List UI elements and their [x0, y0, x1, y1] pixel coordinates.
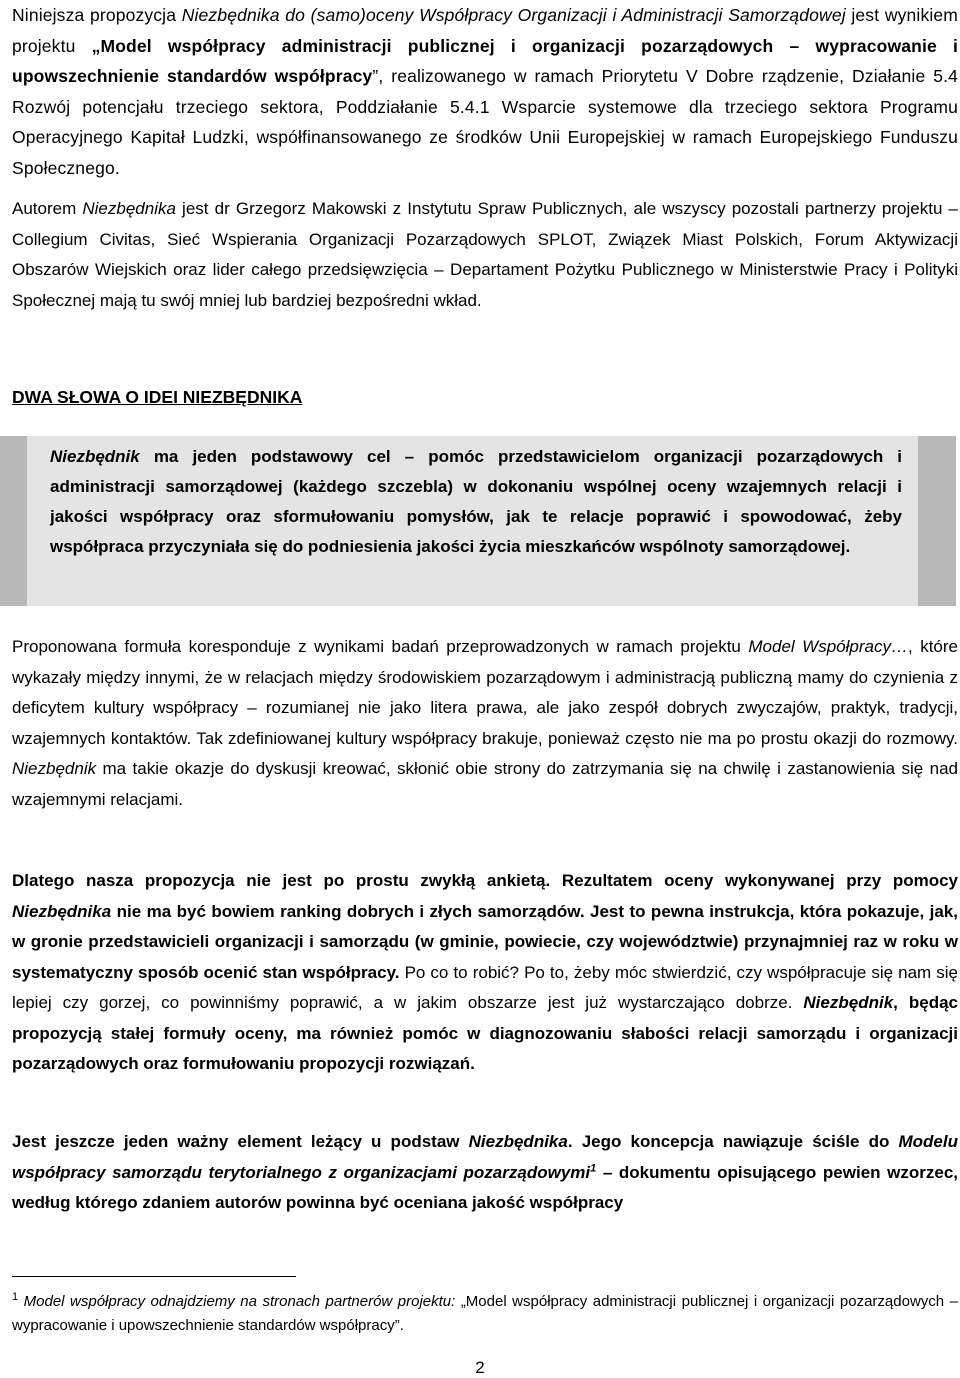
footnote-marker: 1: [12, 1291, 19, 1303]
proposal-text-2: nie ma być bowiem ranking dobrych i złych samorządów. Jest to pewna instrukcja, która pokazuje, jak, w gronie przedstawicieli organizacji i samorządu (w gminie, powiecie, czy województwie) przynajmniej raz w roku w systematyczny sposób ocenić stan współpracy.: [12, 901, 958, 982]
author-text-2: jest dr Grzegorz Makowski z Instytutu Spraw Publicznych, ale wszyscy pozostali partnerzy projektu – Collegium Civitas, Sieć Wspierania Organizacji Pozarządowych SPLOT, Związek Miast Polskich, Forum Aktywizacji Obszarów Wiejskich oraz lider całego przedsięwzięcia – Departament Pożytku Publicznego w Ministerstwie Pracy i Polityki Społecznej mają tu swój mniej lub bardziej bezpośredni wkład.: [12, 199, 958, 310]
intro-paragraph: [12, 0, 958, 183]
callout-right-bar: [918, 436, 956, 606]
author-niezbednik-italic: Niezbędnika: [82, 199, 176, 218]
footnote-italic: Model współpracy odnajdziemy na stronach partnerów projektu:: [18, 1293, 456, 1310]
formula-text-1: Proponowana formuła koresponduje z wynikami badań przeprowadzonych w ramach projektu: [12, 637, 749, 656]
intro-project-name: „Model współpracy administracji publicznej i organizacji pozarządowych – wypracowanie i upowszechnienie standardów współpracy: [12, 35, 958, 86]
proposal-text-3: Po co to robić? Po to, żeby móc stwierdzić, czy współpracuje się nam się lepiej czy gorzej, co powinniśmy poprawić, a w jakim obszarze jest już wystarczająco dobrze.: [12, 962, 959, 1012]
callout-box: [0, 436, 956, 606]
footnote-separator: [12, 1276, 296, 1277]
formula-niezbednik-italic: Niezbędnik: [12, 759, 97, 778]
intro-text-3: ”, realizowanego w ramach Priorytetu V Dobre rządzenie, Działanie 5.4 Rozwój potencjału trzeciego sektora, Poddziałanie 5.4.1 Wsparcie systemowe dla trzeciego sektora Programu Operacyjnego Kapitał Ludzki, współfinansowanego ze środków Unii Europejskiej w ramach Europejskiego Funduszu Społecznego.: [12, 66, 959, 178]
proposal-text-1: Dlatego nasza propozycja nie jest po prostu zwykłą ankietą. Rezultatem oceny wykonywanej przy pomocy: [12, 871, 958, 890]
element-text-2: . Jego koncepcja nawiązuje ściśle do: [567, 1132, 899, 1151]
formula-paragraph: [12, 632, 958, 815]
proposal-paragraph: [12, 866, 958, 1080]
section-heading: DWA SŁOWA O IDEI NIEZBĘDNIKA: [12, 387, 303, 407]
intro-text-1: Niniejsza propozycja: [12, 5, 182, 25]
author-text-1: Autorem: [12, 199, 83, 218]
formula-text-3: ma takie okazje do dyskusji kreować, skłonić obie strony do zatrzymania się na chwilę i zastanowienia się nad wzajemnymi relacjami.: [12, 759, 958, 809]
callout-body: ma jeden podstawowy cel – pomóc przedstawicielom organizacji pozarządowych i administracji samorządowej (każdego szczebla) w dokonaniu wspólnej oceny wzajemnych relacji i jakości współpracy oraz sformułowaniu pomysłów, jak te relacje poprawić i spowodować, żeby współpraca przyczyniała się do podniesienia jakości życia mieszkańców wspólnoty samorządowej.: [50, 447, 902, 556]
intro-title-italic: Niezbędnika do (samo)oceny Współpracy Organizacji i Administracji Samorządowej: [181, 5, 846, 25]
proposal-niezbednik-italic-2: Niezbędnik: [803, 993, 894, 1012]
footnote: [12, 1290, 958, 1338]
callout-niezbednik-italic: Niezbędnik: [50, 447, 140, 466]
element-text-1: Jest jeszcze jeden ważny element leżący u podstaw: [12, 1132, 469, 1151]
callout-left-bar: [0, 436, 27, 606]
callout-text: [50, 442, 902, 562]
element-model-italic: Modelu współpracy samorządu terytorialnego z organizacjami pozarządowymi: [12, 1132, 958, 1182]
element-text-3: – dokumentu opisującego pewien wzorzec, według którego zdaniem autorów powinna być oceniana jakość współpracy: [12, 1162, 959, 1212]
footnote-reference[interactable]: 1: [590, 1161, 597, 1174]
formula-text-2: , które wykazały między innymi, że w relacjach między środowiskiem pozarządowym i administracją publiczną mamy do czynienia z deficytem kultury współpracy – rozumianej nie jako litera prawa, ale jako zespół dobrych zwyczajów, praktyk, tradycji, wzajemnych kontaktów. Tak zdefiniowanej kultury współpracy brakuje, ponieważ często nie ma po prostu okazji do rozmowy.: [12, 637, 958, 748]
footnote-text: „Model współpracy administracji publicznej i organizacji pozarządowych – wypracowanie i upowszechnienie standardów współpracy”.: [12, 1293, 958, 1334]
page-number: 2: [475, 1358, 485, 1377]
formula-model-italic: Model Współpracy…: [748, 637, 908, 656]
proposal-text-4: , będąc propozycją stałej formuły oceny, ma również pomóc w diagnozowaniu słabości relacji samorządu i organizacji pozarządowych oraz formułowaniu propozycji rozwiązań.: [12, 993, 958, 1073]
element-niezbednik-italic: Niezbędnika: [468, 1132, 568, 1151]
intro-text-2: jest wynikiem projektu: [12, 5, 958, 56]
proposal-niezbednik-italic-1: Niezbędnika: [12, 901, 112, 921]
author-paragraph: [12, 194, 958, 316]
element-paragraph: [12, 1127, 958, 1219]
